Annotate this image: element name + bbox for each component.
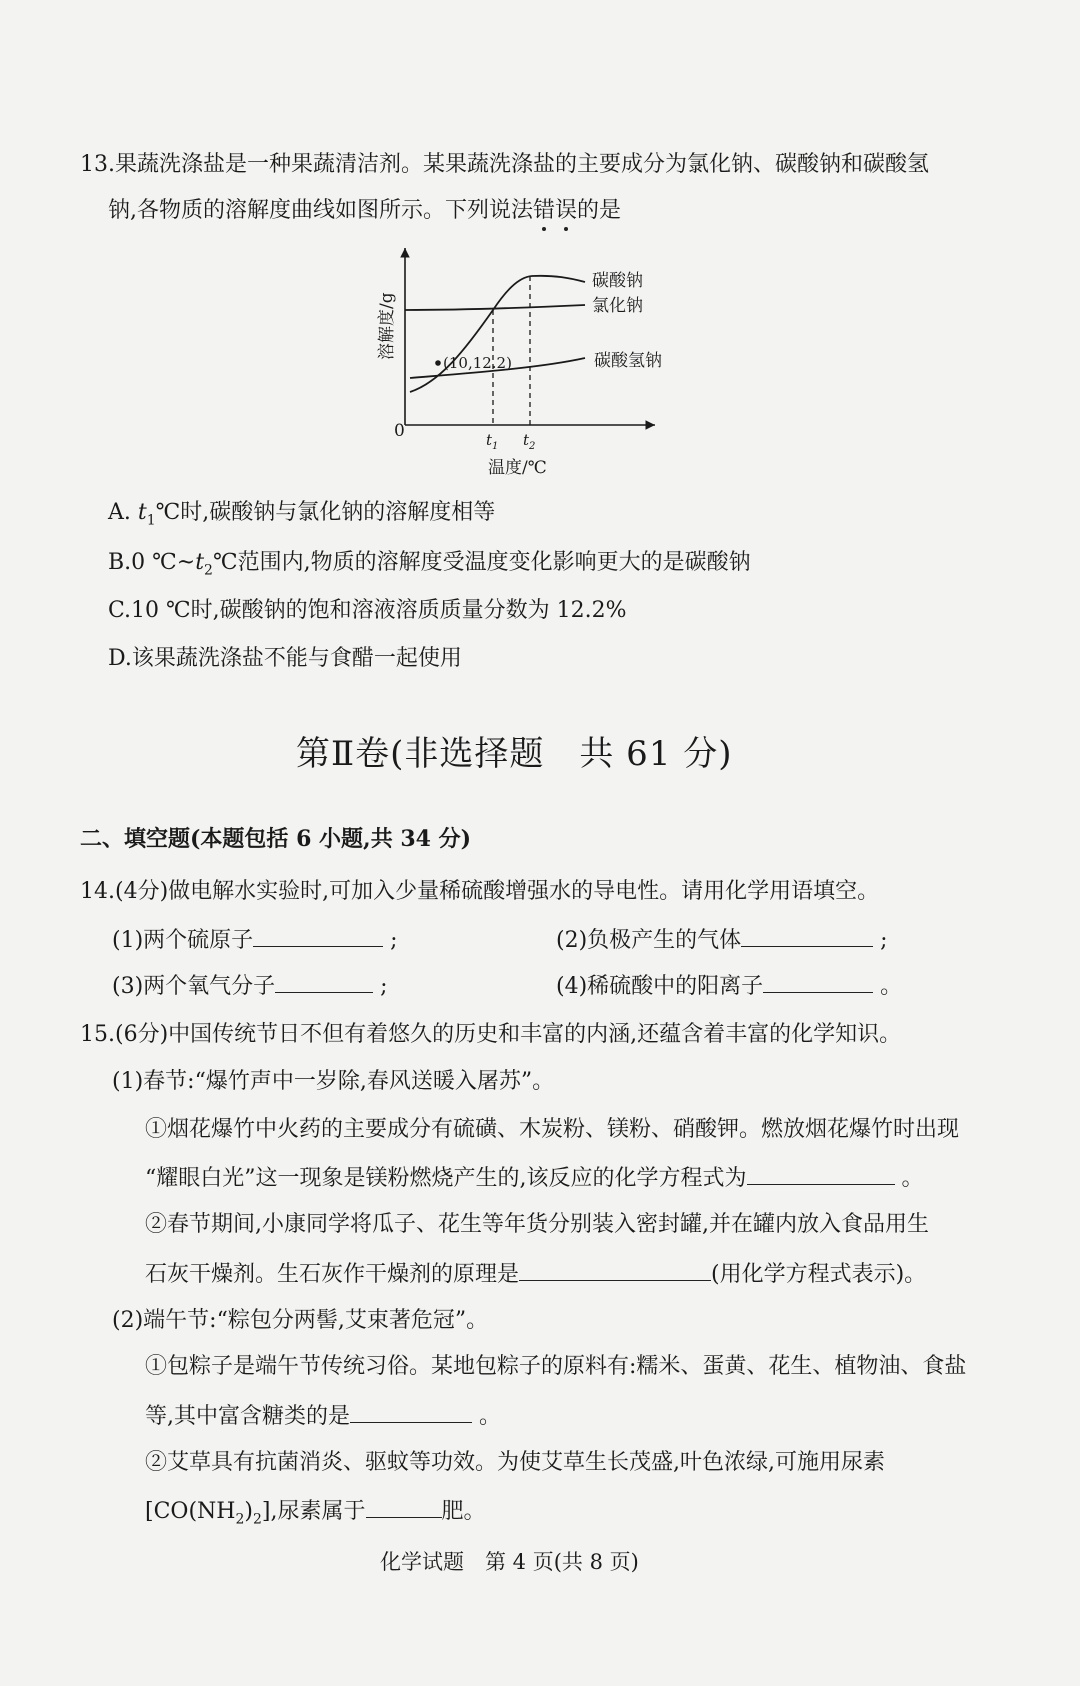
series-label-nahco3: 碳酸氢钠 — [594, 351, 662, 371]
q13-option-d: D.该果蔬洗涤盐不能与食醋一起使用 — [108, 646, 462, 671]
q14-part4: (4)稀硫酸中的阳离子 。 — [556, 970, 902, 1002]
q13-stem-line1: 13.果蔬洗涤盐是一种果蔬清洁剂。某果蔬洗涤盐的主要成分为氯化钠、碳酸钠和碳酸氢 — [80, 152, 929, 177]
answer-blank[interactable] — [519, 1258, 711, 1281]
q15-p1b-line1: ②春节期间,小康同学将瓜子、花生等年货分别装入密封罐,并在罐内放入食品用生 — [145, 1212, 929, 1237]
q14-part2: (2)负极产生的气体 ; — [556, 924, 888, 956]
answer-blank[interactable] — [366, 1495, 442, 1518]
q15-p1b-line2: 石灰干燥剂。生石灰作干燥剂的原理是 (用化学方程式表示)。 — [145, 1258, 926, 1290]
answer-blank[interactable] — [763, 970, 873, 993]
q15-p2b-line1: ②艾草具有抗菌消炎、驱蚊等功效。为使艾草生长茂盛,叶色浓绿,可施用尿素 — [145, 1450, 885, 1475]
x-tick-t2: $t_2$ — [523, 431, 536, 452]
annotation-label: (10,12.2) — [443, 354, 512, 372]
series-na2co3-line — [410, 276, 585, 392]
series-label-na2co3: 碳酸钠 — [592, 271, 643, 291]
q13-option-a: A. $t_1℃$时,碳酸钠与氯化钠的溶解度相等 — [108, 500, 496, 529]
q15-p2a-line2: 等,其中富含糖类的是 。 — [145, 1400, 501, 1432]
series-label-nacl: 氯化钠 — [592, 296, 643, 316]
q14-stem: 14.(4分)做电解水实验时,可加入少量稀硫酸增强水的导电性。请用化学用语填空。 — [80, 879, 880, 904]
q15-p2a-line1: ①包粽子是端午节传统习俗。某地包粽子的原料有:糯米、蛋黄、花生、植物油、食盐 — [145, 1354, 967, 1379]
q13-stem-line2: 钠,各物质的溶解度曲线如图所示。下列说法错误的是 — [108, 198, 622, 223]
q15-part1-title: (1)春节:“爆竹声中一岁除,春风送暖入屠苏”。 — [112, 1069, 555, 1094]
q14-part1: (1)两个硫原子 ; — [112, 924, 398, 956]
page-footer: 化学试题 第 4 页(共 8 页) — [380, 1550, 639, 1574]
answer-blank[interactable] — [350, 1400, 472, 1423]
x-axis-label: 温度/℃ — [488, 458, 547, 478]
q13-option-c: C.10 ℃时,碳酸钠的饱和溶液溶质质量分数为 12.2% — [108, 598, 627, 623]
q15-p1a-line1: ①烟花爆竹中火药的主要成分有硫磺、木炭粉、镁粉、硝酸钾。燃放烟花爆竹时出现 — [145, 1117, 960, 1142]
q15-p2b-line2: $[CO(NH_2)_2]$,尿素属于 肥。 — [145, 1495, 486, 1534]
section-title: 第Ⅱ卷(非选择题 共 61 分) — [296, 734, 733, 774]
q15-p1a-line2: “耀眼白光”这一现象是镁粉燃烧产生的,该反应的化学方程式为 。 — [145, 1162, 924, 1194]
answer-blank[interactable] — [275, 970, 373, 993]
annotation-point — [435, 360, 441, 366]
answer-blank[interactable] — [741, 924, 873, 947]
q15-part2-title: (2)端午节:“粽包分两髻,艾束著危冠”。 — [112, 1308, 489, 1333]
y-axis-label: 溶解度/g — [377, 292, 397, 360]
emphasis-char: 错 — [533, 198, 556, 223]
q13-option-b: B.0 $℃\sim t_2℃$范围内,物质的溶解度受温度变化影响更大的是碳酸钠 — [108, 550, 751, 579]
answer-blank[interactable] — [253, 924, 383, 947]
answer-blank[interactable] — [747, 1162, 895, 1185]
emphasis-char: 误 — [555, 198, 578, 223]
solubility-chart — [360, 240, 680, 480]
x-tick-t1: $t_1$ — [486, 431, 499, 452]
q14-part3: (3)两个氧气分子 ; — [112, 970, 388, 1002]
q15-stem: 15.(6分)中国传统节日不但有着悠久的历史和丰富的内涵,还蕴含着丰富的化学知识。 — [80, 1022, 902, 1047]
origin-label: 0 — [394, 421, 405, 441]
section-subtitle: 二、填空题(本题包括 6 小题,共 34 分) — [80, 826, 472, 852]
